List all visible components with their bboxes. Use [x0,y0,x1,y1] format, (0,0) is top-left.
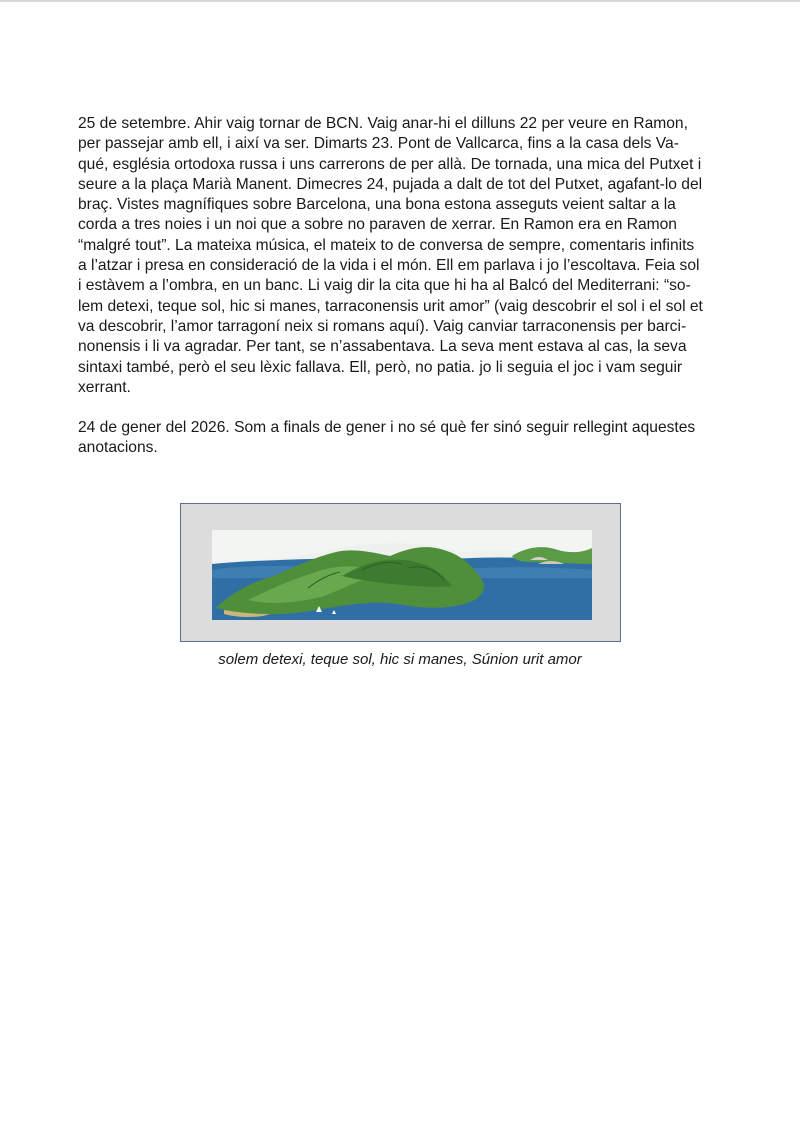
entry-september [78,114,725,398]
text-line: xerrant. [78,378,131,396]
text-line: “malgré tout”. La mateixa música, el mateix to de conversa de sempre, comentaris infinits [78,236,695,254]
text-line: lem detexi, teque sol, hic si manes, tarraconensis urit amor” (vaig descobrir el sol i el sol et [78,297,703,315]
text-line: corda a tres noies i un noi que a sobre no paraven de xerrar. En Ramon era en Ramon [78,216,677,234]
text-line: nonensis i li va agradar. Per tant, se n’assabentava. La seva ment estava al cas, la seva [78,338,687,356]
landscape-figure-frame [180,503,621,642]
coastal-landscape-illustration [212,530,592,620]
entry-january [78,418,725,459]
text-line: sintaxi també, però el seu lèxic fallava. Ell, però, no patia. jo li seguia el joc i vam seguir [78,358,683,376]
text-line: va descobrir, l’amor tarragoní neix si romans aquí). Vaig canviar tarraconensis per barci- [78,317,687,335]
text-line: i estàvem a l’ombra, en un banc. Li vaig dir la cita que hi ha al Balcó del Mediterrani: “so- [78,277,691,295]
text-line: qué, església ortodoxa russa i uns carrerons de per allà. De tornada, una mica del Putxet i [78,155,702,173]
text-line: per passejar amb ell, i així va ser. Dimarts 23. Pont de Vallcarca, fins a la casa dels Va- [78,135,679,153]
text-line: 25 de setembre. Ahir vaig tornar de BCN. Vaig anar-hi el dilluns 22 per veure en Ramon, [78,115,688,132]
text-line: braç. Vistes magnífiques sobre Barcelona, una bona estona asseguts veient saltar a la [78,196,676,214]
figure-caption: solem detexi, teque sol, hic si manes, Súnion urit amor [218,651,582,668]
document-page [78,114,725,459]
page-top-rule [0,0,800,2]
text-line: seure a la plaça Marià Manent. Dimecres 24, pujada a dalt de tot del Putxet, agafant-lo del [78,175,703,193]
text-line: anotacions. [78,439,158,457]
text-line: 24 de gener del 2026. Som a finals de gener i no sé què fer sinó seguir rellegint aquestes [78,419,696,437]
text-line: a l’atzar i presa en consideració de la vida i el món. Ell em parlava i jo l’escoltava. Feia sol [78,257,700,275]
